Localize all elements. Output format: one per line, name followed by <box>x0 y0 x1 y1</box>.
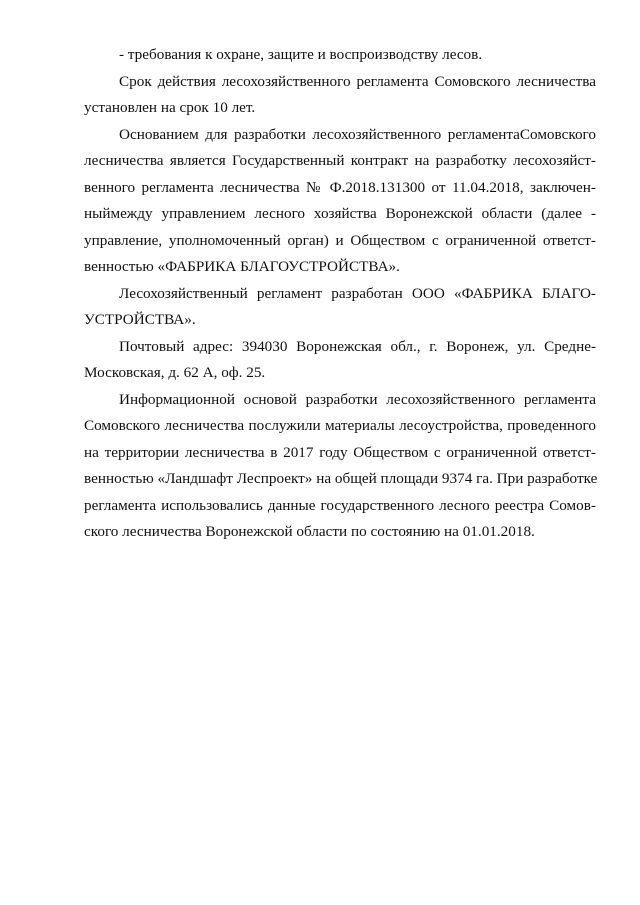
text-line: установлен на срок 10 лет. <box>84 99 256 116</box>
text-line: Московская, д. 62 А, оф. 25. <box>84 364 266 381</box>
text-line: венностью «Ландшафт Леспроект» на общей площади 9374 га. При разработке <box>84 470 598 487</box>
text-line: УСТРОЙСТВА». <box>84 311 196 328</box>
paragraph-basis-contract <box>84 122 596 281</box>
text-line: Информационной основой разработки лесохозяйственного регламента <box>119 390 596 408</box>
text-line: на территории лесничества в 2017 году Обществом с ограниченной ответст- <box>84 443 596 461</box>
text-line: Почтовый адрес: 394030 Воронежская обл., г. Воронеж, ул. Средне- <box>119 337 596 355</box>
text-line: лесничества является Государственный контракт на разработку лесохозяйст- <box>84 152 596 169</box>
paragraph-developer <box>84 281 596 334</box>
text-line: управление, уполномоченный орган) и Обществом с ограниченной ответст- <box>84 231 596 249</box>
paragraph-postal-address <box>84 334 596 387</box>
text-line: Сомовского лесничества послужили материалы лесоустройства, проведенного <box>84 417 596 434</box>
paragraph-requirements <box>84 42 596 69</box>
paragraph-information-basis <box>84 387 596 546</box>
document-body <box>84 42 596 546</box>
paragraph-validity-period <box>84 69 596 122</box>
text-line: - требования к охране, защите и воспроизводству лесов. <box>119 46 483 63</box>
text-line: венного регламента лесничества № Ф.2018.131300 от 11.04.2018, заключен- <box>84 178 596 196</box>
text-line: регламента использовались данные государственного лесного реестра Сомов- <box>84 496 596 514</box>
text-line: Лесохозяйственный регламент разработан ООО «ФАБРИКА БЛАГО- <box>119 284 596 302</box>
text-line: ского лесничества Воронежской области по состоянию на 01.01.2018. <box>84 523 535 540</box>
text-line: венностью «ФАБРИКА БЛАГОУСТРОЙСТВА». <box>84 258 400 275</box>
text-line: ныймежду управлением лесного хозяйства Воронежской области (далее - <box>84 205 596 222</box>
text-line: Срок действия лесохозяйственного регламента Сомовского лесничества <box>119 72 596 90</box>
text-line: Основанием для разработки лесохозяйственного регламентаСомовского <box>119 125 596 143</box>
